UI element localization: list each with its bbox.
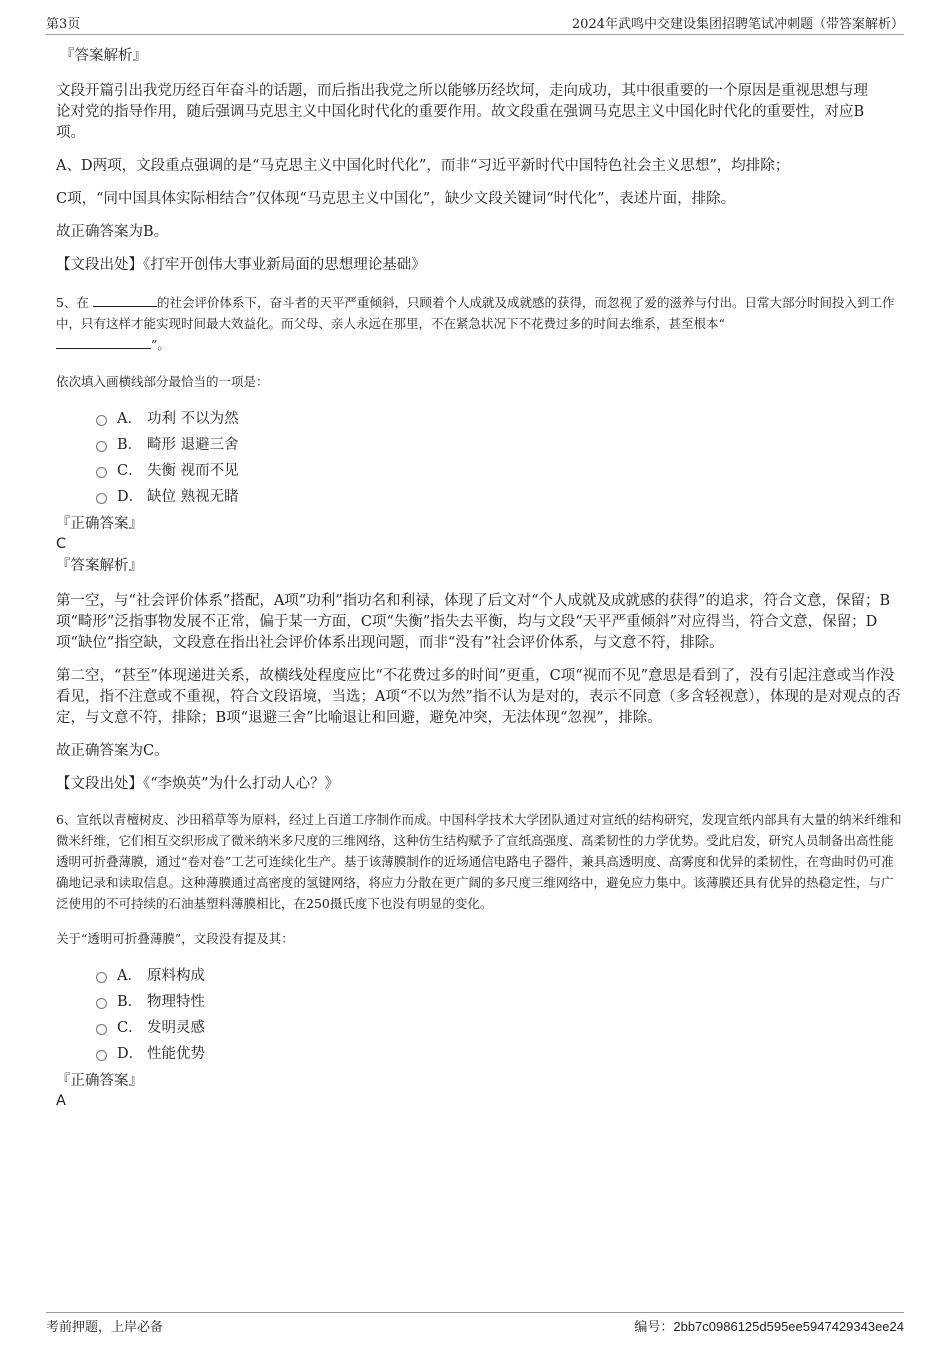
option-text: 畸形 退避三舍 [147, 436, 239, 453]
radio-icon[interactable] [96, 1050, 107, 1061]
radio-icon[interactable] [96, 998, 107, 1009]
q5-option-d[interactable] [96, 482, 902, 508]
q5-correct-label: 『正确答案』 [56, 516, 143, 532]
radio-icon[interactable] [96, 493, 107, 504]
main-content [56, 46, 902, 1111]
q5-source: 【文段出处】《“李焕英”为什么打动人心？》 [56, 776, 340, 792]
option-letter: D． [117, 488, 144, 505]
page-number: 第3页 [46, 16, 81, 32]
q5-instruction: 依次填入画横线部分最恰当的一项是： [56, 374, 269, 389]
page-footer [46, 1312, 904, 1335]
q6-correct-label: 『正确答案』 [56, 1073, 143, 1089]
option-text: 物理特性 [147, 993, 205, 1010]
radio-icon[interactable] [96, 972, 107, 983]
q4-analysis-para1: 文段开篇引出我党历经百年奋斗的话题，而后指出我党之所以能够历经坎坷，走向成功，其中很重要的一个原因是重视思想与理论对党的指导作用，随后强调马克思主义中国化时代化的重要作用。故文段重在强调马克思主义中国化时代化的重要性，对应B项。 [56, 83, 868, 141]
q5-option-a[interactable] [96, 404, 902, 430]
q6-instruction: 关于“透明可折叠薄膜”，文段没有提及其： [56, 931, 294, 946]
q6-option-a[interactable] [96, 961, 902, 987]
option-letter: C． [117, 1019, 143, 1036]
q4-analysis-para3: C项，“同中国具体实际相结合”仅体现“马克思主义中国化”，缺少文段关键词“时代化”，表述片面，排除。 [56, 191, 736, 207]
footer-slogan: 考前押题，上岸必备 [46, 1320, 164, 1335]
q4-source: 【文段出处】《打牢开创伟大事业新局面的思想理论基础》 [56, 257, 426, 273]
q6-options [96, 961, 902, 1065]
q5-conclusion: 故正确答案为C。 [56, 743, 169, 759]
option-letter: B． [117, 993, 143, 1010]
q5-analysis-para2: 第二空，“甚至”体现递进关系，故横线处程度应比“不花费过多的时间”更重，C项“视而不见”意思是看到了，没有引起注意或当作没看见，指不注意或不重视，符合文段语境，当选；A项“不以为然”指不认为是对的，表示不同意（多含轻视意），体现的是对观点的否定，与文意不符，排除；B项“退避三舍”比喻退让和回避，避免冲突，无法体现“忽视”，排除。 [56, 668, 901, 726]
q5-blank-2 [56, 334, 151, 349]
radio-icon[interactable] [96, 415, 107, 426]
option-letter: D． [117, 1045, 144, 1062]
q5-stem-middle: 的社会评价体系下，奋斗者的天平严重倾斜，只顾着个人成就及成就感的获得，而忽视了爱的滋养与付出。日常大部分时间投入到工作中，只有这样才能实现时间最大效益化。而父母、亲人永远在那里，不在紧急状况下不花费过多的时间去维系，甚至根本“ [56, 295, 895, 331]
radio-icon[interactable] [96, 1024, 107, 1035]
option-text: 原料构成 [147, 967, 205, 984]
q5-analysis-label: 『答案解析』 [56, 558, 143, 574]
q6-stem: 6、宣纸以青檀树皮、沙田稻草等为原料，经过上百道工序制作而成。中国科学技术大学团队通过对宣纸的结构研究，发现宣纸内部具有大量的纳米纤维和微米纤维，它们相互交织形成了微米纳米多尺度的三维网络，这种仿生结构赋予了宣纸高强度、高柔韧性的力学优势。受此启发，研究人员制备出高性能透明可折叠薄膜，通过“卷对卷”工艺可连续化生产。基于该薄膜制作的近场通信电路电子器件，兼具高透明度、高雾度和优异的柔韧性，在弯曲时仍可准确地记录和读取信息。这种薄膜通过高密度的氢键网络，将应力分散在更广阔的多尺度三维网络中，避免应力集中。该薄膜还具有优异的热稳定性，与广泛使用的不可持续的石油基塑料薄膜相比，在250摄氏度下也没有明显的变化。 [56, 812, 902, 911]
q4-analysis-para2: A、D两项，文段重点强调的是“马克思主义中国化时代化”，而非“习近平新时代中国特色社会主义思想”，均排除； [56, 158, 790, 174]
q5-option-b[interactable] [96, 430, 902, 456]
q6-option-b[interactable] [96, 987, 902, 1013]
q5-stem [56, 292, 902, 355]
option-text: 性能优势 [147, 1045, 205, 1062]
option-text: 缺位 熟视无睹 [147, 488, 239, 505]
document-id: 编号：2bb7c0986125d595ee5947429343ee24 [634, 1319, 904, 1334]
q5-options [96, 404, 902, 508]
q5-blank-1 [93, 292, 157, 307]
q4-conclusion: 故正确答案为B。 [56, 224, 169, 240]
option-text: 功利 不以为然 [147, 410, 239, 427]
option-letter: C． [117, 462, 143, 479]
radio-icon[interactable] [96, 467, 107, 478]
q5-correct-answer: C [56, 536, 67, 552]
option-text: 发明灵感 [147, 1019, 205, 1036]
q5-option-c[interactable] [96, 456, 902, 482]
option-letter: B． [117, 436, 143, 453]
q6-correct-answer: A [56, 1093, 66, 1109]
q5-stem-start: 5、在 [56, 295, 89, 310]
radio-icon[interactable] [96, 441, 107, 452]
option-letter: A． [117, 967, 142, 984]
page-header [46, 10, 904, 35]
q6-option-d[interactable] [96, 1039, 902, 1065]
q5-analysis-para1: 第一空，与“社会评价体系”搭配，A项“功利”指功名和利禄，体现了后文对“个人成就及成就感的获得”的追求，符合文意，保留；B项“畸形”泛指事物发展不正常，偏于某一方面，C项“失衡”指失去平衡，均与文段“天平严重倾斜”对应得当，符合文意，保留；D项“缺位”指空缺，文段意在指出社会评价体系出现问题，而非“没有”社会评价体系，与文意不符，排除。 [56, 593, 891, 651]
document-title: 2024年武鸣中交建设集团招聘笔试冲刺题（带答案解析） [571, 16, 904, 32]
option-letter: A． [117, 410, 142, 427]
q4-analysis-label: 『答案解析』 [60, 48, 147, 64]
q6-option-c[interactable] [96, 1013, 902, 1039]
option-text: 失衡 视而不见 [147, 462, 239, 479]
q5-stem-end: ”。 [151, 337, 170, 352]
